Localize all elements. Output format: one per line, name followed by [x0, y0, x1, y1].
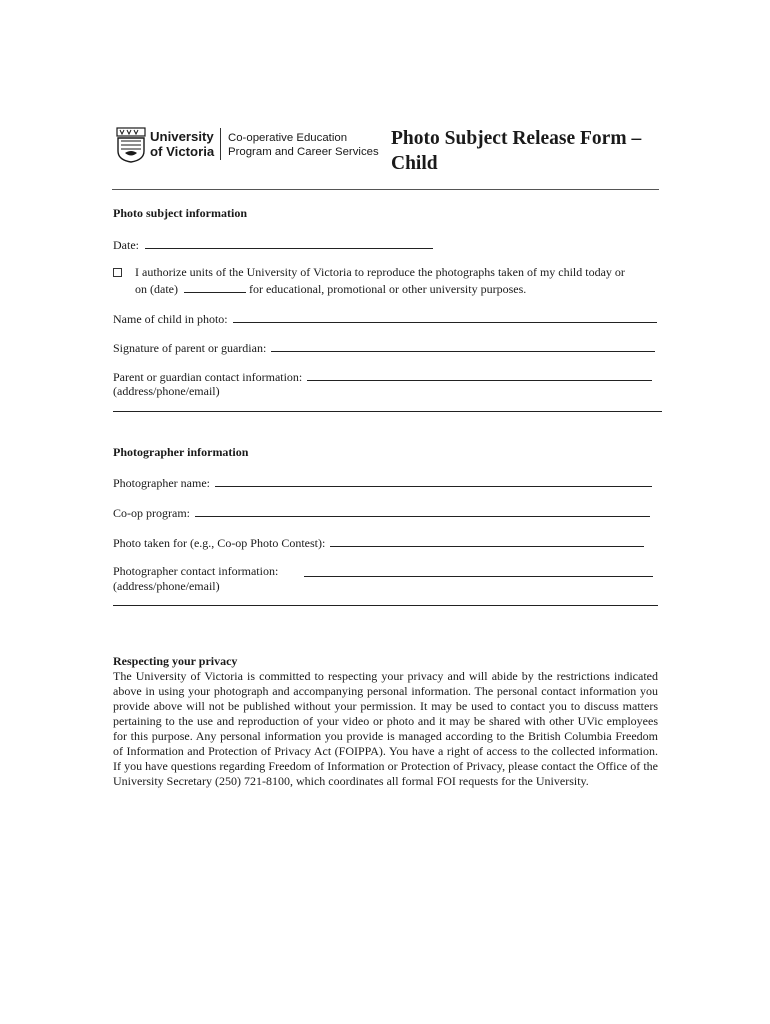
guardian-contact-sublabel: (address/phone/email)	[113, 384, 220, 398]
photographer-contact-field-line2[interactable]	[113, 605, 658, 606]
photographer-contact-sublabel: (address/phone/email)	[113, 579, 220, 593]
date-row	[113, 237, 433, 253]
photo-taken-for-row	[113, 535, 644, 551]
photographer-name-field[interactable]	[215, 475, 652, 487]
photographer-contact-label: Photographer contact information:	[113, 564, 279, 578]
child-name-field[interactable]	[233, 311, 657, 323]
photographer-name-row	[113, 475, 652, 491]
header-divider	[220, 128, 221, 160]
university-name-line1: University	[150, 129, 214, 144]
guardian-contact-label: Parent or guardian contact information:	[113, 370, 303, 384]
form-title-line2: Child	[391, 153, 438, 174]
signature-field[interactable]	[271, 340, 655, 352]
photographer-section-heading: Photographer information	[113, 445, 249, 459]
privacy-statement: The University of Victoria is committed to respecting your privacy and will abide by the restrictions indicated above in using your photograph and accompanying personal information. The personal contact information you provide above will not be published without your permission. It may be used to contact you to discuss matters pertaining to the use and reproduction of your video or photo and it may be shared with other UVic employees for this purpose. Any personal information you provide is managed according to the British Columbia Freedom of Information and Protection of Privacy Act (FOIPPA). You have a right of access to the collected information. If you have questions regarding Freedom of Information or Protection of Privacy, please contact the Office of the University Secretary (250) 721-8100, which coordinates all formal FOI requests for the University.	[113, 669, 658, 788]
photographer-name-label: Photographer name:	[113, 476, 210, 490]
authorize-date-label: on (date)	[135, 282, 178, 296]
signature-label: Signature of parent or guardian:	[113, 341, 267, 355]
photo-taken-for-field[interactable]	[330, 535, 644, 547]
form-title-line1: Photo Subject Release Form –	[391, 128, 642, 149]
coop-program-field[interactable]	[195, 505, 650, 517]
date-label: Date:	[113, 238, 139, 252]
department-name	[228, 131, 379, 159]
child-name-label: Name of child in photo:	[113, 312, 228, 326]
child-name-row	[113, 311, 657, 327]
university-name	[150, 129, 214, 159]
department-line2: Program and Career Services	[228, 146, 379, 158]
uvic-crest-icon	[116, 127, 146, 163]
uvic-logo	[116, 127, 222, 165]
university-name-line2: of Victoria	[150, 144, 215, 159]
guardian-contact-row	[113, 369, 652, 385]
date-field[interactable]	[145, 237, 433, 249]
authorize-line2	[135, 281, 526, 297]
authorize-purpose-text: for educational, promotional or other university purposes.	[248, 282, 527, 296]
guardian-contact-field-line2[interactable]	[113, 411, 662, 412]
department-line1: Co-operative Education	[228, 132, 348, 144]
signature-row	[113, 340, 655, 356]
photographer-contact-field[interactable]	[304, 576, 653, 577]
authorize-checkbox[interactable]	[113, 268, 122, 277]
coop-program-row	[113, 505, 650, 521]
guardian-contact-field[interactable]	[307, 369, 652, 381]
coop-program-label: Co-op program:	[113, 506, 190, 520]
authorize-date-field[interactable]	[184, 281, 246, 293]
privacy-heading: Respecting your privacy	[113, 654, 238, 668]
form-title	[391, 126, 661, 176]
photo-taken-for-label: Photo taken for (e.g., Co-op Photo Contest):	[113, 536, 326, 550]
authorize-line1: I authorize units of the University of Victoria to reproduce the photographs taken of my child today or	[135, 265, 625, 279]
header-rule	[112, 189, 659, 190]
subject-section-heading: Photo subject information	[113, 206, 247, 220]
